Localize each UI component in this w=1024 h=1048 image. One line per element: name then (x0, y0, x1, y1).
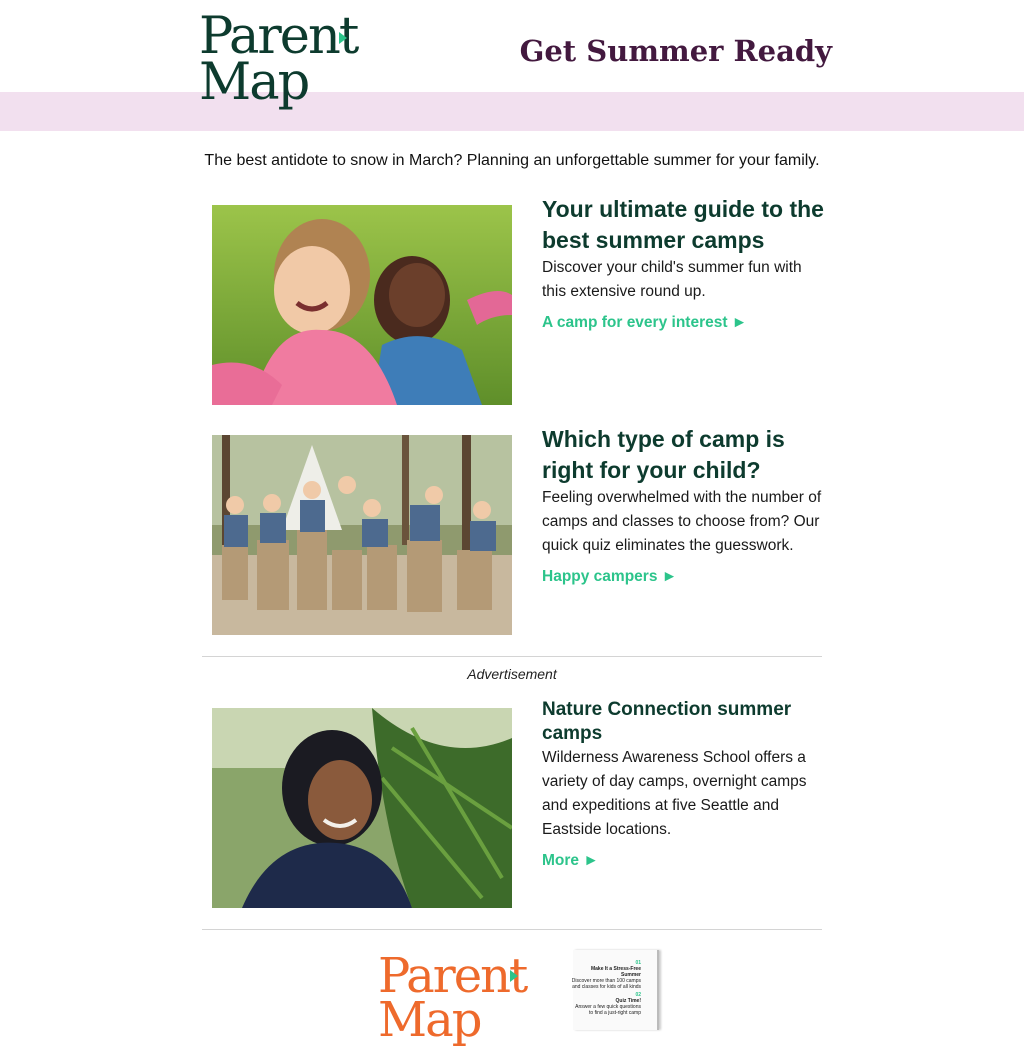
mag-item-1-title: Make It a Stress-Free Summer (590, 966, 641, 978)
article-1-body: Discover your child's summer fun with this extensive round up. (542, 259, 802, 300)
logo-line-1: Parent (199, 7, 358, 66)
article-1-photo[interactable] (212, 205, 512, 405)
header-headline: Get Summer Ready (519, 34, 832, 68)
article-1-link[interactable]: A camp for every interest ► (542, 314, 748, 331)
mag-item-2-number: 02 (635, 992, 641, 998)
article-2-link[interactable]: Happy campers ► (542, 568, 678, 585)
logo-line-2: Map (199, 53, 309, 112)
mag-item-2-text: Answer a few quick questions to find a just-right camp (575, 1004, 641, 1016)
article-2 (542, 424, 824, 586)
parentmap-logo[interactable] (199, 7, 358, 112)
divider-top (202, 656, 822, 657)
intro-text: The best antidote to snow in March? Planning an unforgettable summer for your family. (204, 152, 820, 169)
divider-bottom (202, 929, 822, 930)
footer-parentmap-logo[interactable] (378, 948, 527, 1048)
header-band (0, 92, 1024, 131)
mag-item-1-text: Discover more than 100 camps and classes for kids of all kinds (571, 978, 641, 990)
ad-photo[interactable] (212, 708, 512, 908)
magazine-cover-thumbnail[interactable] (573, 950, 659, 1030)
article-2-photo[interactable] (212, 435, 512, 635)
article-1-title[interactable]: Your ultimate guide to the best summer camps (542, 196, 824, 253)
footer-logo-line-2: Map (378, 992, 481, 1048)
article-2-title[interactable]: Which type of camp is right for your child? (542, 426, 785, 483)
article-2-body: Feeling overwhelmed with the number of camps and classes to choose from? Our quick quiz eliminates the guesswork. (542, 489, 822, 554)
advertisement-label: Advertisement (467, 666, 557, 682)
mag-item-2-title: Quiz Time! (615, 998, 641, 1004)
ad-block (542, 698, 824, 870)
play-triangle-icon (339, 32, 347, 44)
footer-play-triangle-icon (510, 970, 518, 982)
mag-item-1-number: 01 (635, 960, 641, 966)
ad-title[interactable]: Nature Connection summer camps (542, 699, 792, 744)
article-1 (542, 194, 824, 332)
ad-link[interactable]: More ► (542, 852, 599, 869)
footer-logo-line-1: Parent (378, 948, 527, 1004)
ad-body: Wilderness Awareness School offers a variety of day camps, overnight camps and expeditions at five Seattle and Eastside locations. (542, 749, 807, 838)
